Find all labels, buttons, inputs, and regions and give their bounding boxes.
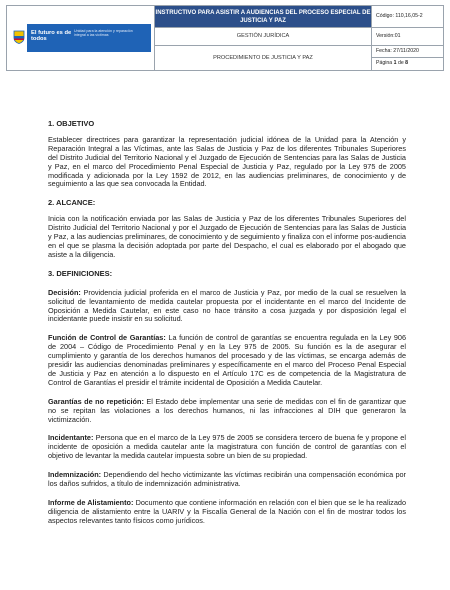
definition-text: Providencia judicial proferida en el marco de Justicia y Paz, por medio de la cual se resuelven la solicitud de levantamiento de medida cautelar propuesta por el incidentante en el marco del Incidente de Oposición a Medida Cautelar, en este caso no hace tránsito a cosa juzgada y por disposición legal el incidentante puede insistir en su solicitud. bbox=[48, 287, 406, 324]
logo-banner bbox=[27, 24, 151, 52]
section-title-objetivo: 1. OBJETIVO bbox=[48, 119, 95, 128]
page-of: de bbox=[396, 60, 406, 66]
page-number: 1 bbox=[393, 60, 397, 66]
document-header bbox=[6, 5, 444, 71]
document-version: Versión:01 bbox=[372, 28, 444, 46]
definition-term: Garantías de no repetición: bbox=[48, 396, 144, 406]
document-procedure: PROCEDIMIENTO DE JUSTICIA Y PAZ bbox=[213, 55, 313, 61]
section-title-alcance: 2. ALCANCE: bbox=[48, 198, 96, 208]
section-title-definiciones: 3. DEFINICIONES: bbox=[48, 268, 113, 278]
logo-slogan: El futuro es de todos bbox=[31, 30, 72, 42]
definition-item bbox=[48, 434, 406, 461]
page-indicator bbox=[372, 58, 444, 70]
document-date: Fecha: 27/11/2020 bbox=[372, 46, 444, 58]
document-body bbox=[48, 120, 406, 526]
document-title: INSTRUCTIVO PARA ASISTIR A AUDIENCIAS DEL PROCESO ESPECIAL DE JUSTICIA Y PAZ bbox=[155, 6, 371, 28]
definition-item bbox=[48, 471, 406, 489]
document-meta bbox=[371, 6, 443, 70]
logo-entity-name: Unidad para la atención y reparación integral a las víctimas bbox=[74, 29, 133, 38]
definition-item bbox=[48, 398, 406, 425]
definition-item bbox=[48, 334, 406, 387]
document-area: GESTIÓN JURÍDICA bbox=[155, 28, 371, 46]
definition-term: Informe de Alistamiento: bbox=[48, 498, 134, 507]
definition-text: Persona que en el marco de la Ley 975 de 2005 se considera tercero de buena fe y propone el incidente de oposición a medida cautelar ante la magistratura con función de control de garantías con el objetivo de levantar la medida cautelar impuesta sobre un bien de su propiedad. bbox=[48, 433, 406, 461]
definition-term: Decisión: bbox=[48, 287, 81, 297]
definition-text: Documento que contiene información en relación con el bien que se le ha realizado diligencia de alistamiento entre la UARIV y la Fiscalía General de la Nación con el fin de mostrar todos los aspectos relevantes tanto físicos como jurídicos. bbox=[48, 498, 407, 525]
document-code: Código: 110,16,05-2 bbox=[372, 6, 444, 28]
definition-text: La función de control de garantías se encuentra regulada en la Ley 906 de 2004 – Código de Procedimiento Penal y en la Ley 975 de 2005. Su función es la de asegurar el cumplimiento y garantía de los derechos humanos del procesado y de las víctimas, se encarga además de presidir las audiencias denominadas preliminares y específicamente en el marco del Proceso Penal Especial de Justicia y Paz en atención a lo dispuesto en el Artículo 17C es de competencia de la Magistratura de Control de Garantías el presidir el trámite incidental de Oposición a Medida Cautelar. bbox=[48, 333, 407, 387]
definition-term: Función de Control de Garantías: bbox=[48, 333, 166, 343]
definition-term: Incidentante: bbox=[48, 433, 94, 443]
definition-term: Indemnización: bbox=[48, 470, 102, 480]
logo-cell bbox=[7, 6, 155, 70]
definition-text: Dependiendo del hecho victimizante las víctimas recibirán una compensación económica por los daños sufridos, a título de indemnización administrativa. bbox=[48, 470, 406, 489]
definition-item bbox=[48, 499, 406, 526]
section-text-objetivo: Establecer directrices para garantizar la representación judicial idónea de la Unidad para la Atención y Reparación Integral a las Víctimas, ante las Salas de Justicia y Paz de los diferentes Tribunales Superiores del Distrito Judicial del Territorio Nacional y el Juzgado de Ejecución de Sentencias para las Salas de Justicia y Paz, en el marco del Procedimiento Penal Especial de Justicia y Paz, regulado por la Ley 975 de 2005 modificada y adicionada por la Ley 1592 de 2012, en las audiencias preliminares, de conocimiento y de seguimiento a las que sea convocada la Entidad. bbox=[48, 134, 406, 189]
page-prefix: Página bbox=[376, 60, 394, 66]
definition-item bbox=[48, 289, 406, 325]
section-text-alcance: Inicia con la notificación enviada por las Salas de Justicia y Paz de los diferentes Tribunales Superiores del Distrito Judicial del Territorio Nacional y por el Juzgado de Ejecución de Sentencias para las Salas de Justicia y Paz, a las audiencias preliminares, de conocimiento y de seguimiento y finaliza con el informe pos-audiencia en el que se plasma la decisión adoptada por parte del Despacho, el cual es elaborado por el abogado que asiste a la diligencia. bbox=[48, 214, 406, 259]
page-total: 8 bbox=[405, 60, 409, 66]
definition-text: El Estado debe implementar una serie de medidas con el fin de garantizar que no se repitan las violaciones a los derechos humanos, ni las infracciones al DIH que generaron la victimización. bbox=[48, 396, 406, 424]
colombia-seal-icon bbox=[13, 30, 25, 44]
